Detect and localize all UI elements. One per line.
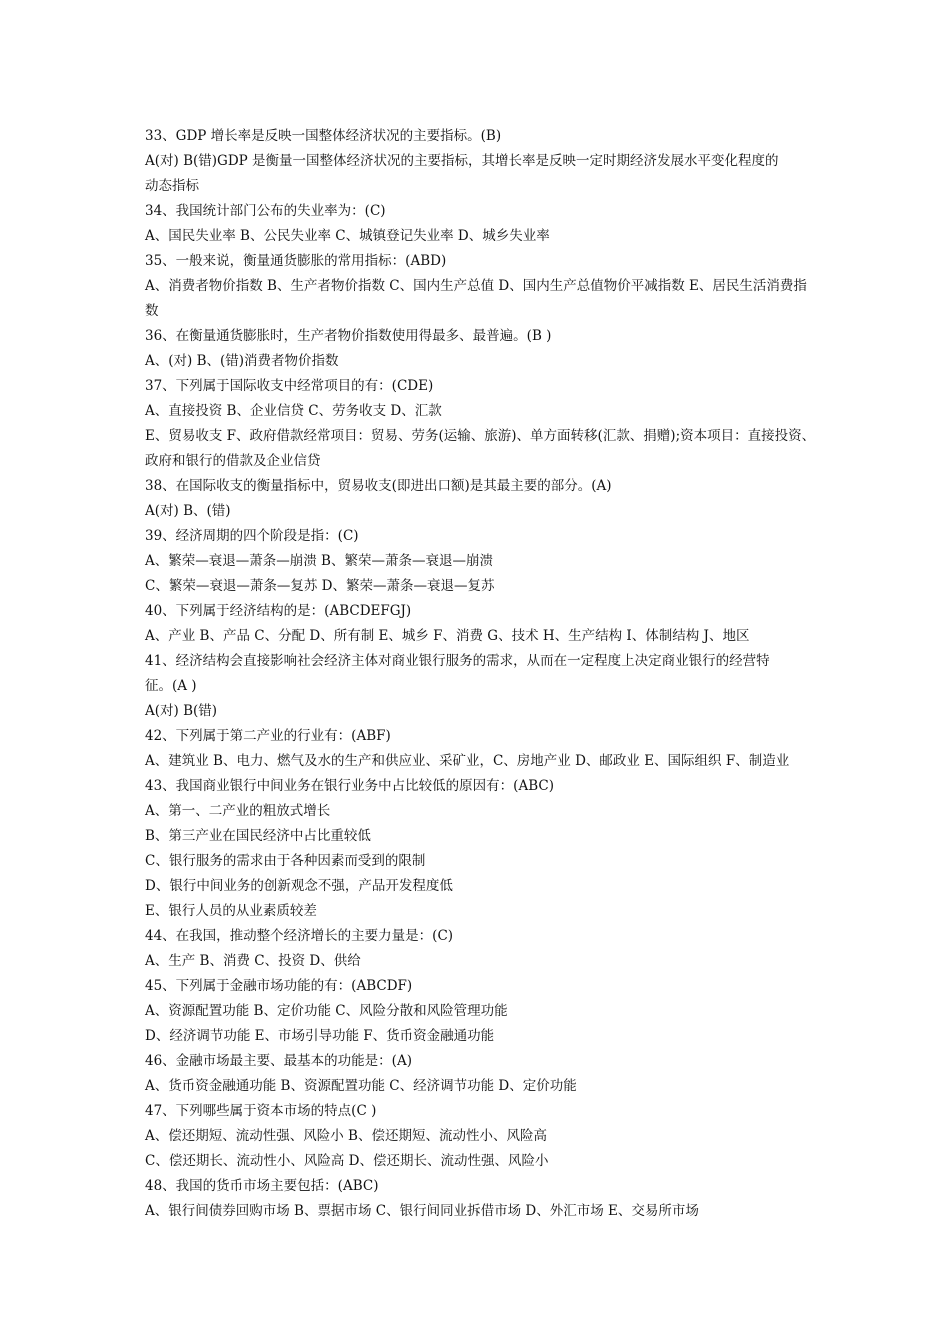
- text-line: 数: [145, 303, 159, 319]
- text-line: 40、下列属于经济结构的是：(ABCDEFGJ): [145, 603, 412, 619]
- text-line: 46、金融市场最主要、最基本的功能是：(A): [145, 1053, 412, 1069]
- text-line: 动态指标: [145, 178, 199, 194]
- text-line: C、繁荣—衰退—萧条—复苏 D、繁荣—萧条—衰退—复苏: [145, 578, 495, 594]
- text-line: A(对) B(错): [145, 703, 218, 719]
- text-line: 36、在衡量通货膨胀时，生产者物价指数使用得最多、最普遍。(B ): [145, 328, 552, 344]
- text-line: C、银行服务的需求由于各种因素而受到的限制: [145, 853, 426, 869]
- text-line: 43、我国商业银行中间业务在银行业务中占比较低的原因有：(ABC): [145, 778, 554, 794]
- text-line: A、生产 B、消费 C、投资 D、供给: [145, 953, 361, 969]
- text-line: A、直接投资 B、企业信贷 C、劳务收支 D、汇款: [145, 403, 442, 419]
- text-line: D、经济调节功能 E、市场引导功能 F、货币资金融通功能: [145, 1028, 495, 1044]
- text-line: A、消费者物价指数 B、生产者物价指数 C、国内生产总值 D、国内生产总值物价平减指数 E、居民生活消费指: [145, 278, 807, 294]
- text-line: A、第一、二产业的粗放式增长: [145, 803, 331, 819]
- text-line: 45、下列属于金融市场功能的有：(ABCDF): [145, 978, 413, 994]
- text-line: D、银行中间业务的创新观念不强，产品开发程度低: [145, 878, 453, 894]
- text-line: A、国民失业率 B、公民失业率 C、城镇登记失业率 D、城乡失业率: [145, 228, 550, 244]
- text-line: A、银行间债券回购市场 B、票据市场 C、银行间同业拆借市场 D、外汇市场 E、交易所市场: [145, 1203, 699, 1219]
- text-line: 38、在国际收支的衡量指标中，贸易收支(即进出口额)是其最主要的部分。(A): [145, 478, 612, 494]
- text-line: A、资源配置功能 B、定价功能 C、风险分散和风险管理功能: [145, 1003, 508, 1019]
- text-line: A、(对) B、(错)消费者物价指数: [145, 353, 339, 369]
- text-line: B、第三产业在国民经济中占比重较低: [145, 828, 371, 844]
- text-line: C、偿还期长、流动性小、风险高 D、偿还期长、流动性强、风险小: [145, 1153, 549, 1169]
- text-line: 48、我国的货币市场主要包括：(ABC): [145, 1178, 379, 1194]
- text-line: A、偿还期短、流动性强、风险小 B、偿还期短、流动性小、风险高: [145, 1128, 547, 1144]
- text-line: A、货币资金融通功能 B、资源配置功能 C、经济调节功能 D、定价功能: [145, 1078, 577, 1094]
- text-line: A(对) B(错)GDP 是衡量一国整体经济状况的主要指标，其增长率是反映一定时期经济发展水平变化程度的: [145, 153, 779, 169]
- text-line: 41、经济结构会直接影响社会经济主体对商业银行服务的需求，从而在一定程度上决定商业银行的经营特: [145, 653, 770, 669]
- text-line: 35、一般来说，衡量通货膨胀的常用指标：(ABD): [145, 253, 447, 269]
- text-line: 44、在我国，推动整个经济增长的主要力量是：(C): [145, 928, 454, 944]
- text-line: 37、下列属于国际收支中经常项目的有：(CDE): [145, 378, 434, 394]
- text-line: 34、我国统计部门公布的失业率为：(C): [145, 203, 386, 219]
- text-line: 33、GDP 增长率是反映一国整体经济状况的主要指标。(B): [145, 128, 502, 144]
- text-line: 39、经济周期的四个阶段是指：(C): [145, 528, 359, 544]
- text-line: 政府和银行的借款及企业信贷: [145, 453, 321, 469]
- document-body: [145, 124, 816, 1224]
- text-line: E、贸易收支 F、政府借款经常项目：贸易、劳务(运输、旅游)、单方面转移(汇款、捐赠);资本项目：直接投资、: [145, 428, 816, 444]
- text-line: A(对) B、(错): [145, 503, 231, 519]
- text-line: 42、下列属于第二产业的行业有：(ABF): [145, 728, 391, 744]
- text-line: 征。(A ): [145, 678, 197, 694]
- text-line: A、产业 B、产品 C、分配 D、所有制 E、城乡 F、消费 G、技术 H、生产结构 I、体制结构 J、地区: [145, 628, 750, 644]
- text-line: E、银行人员的从业素质较差: [145, 903, 317, 919]
- text-line: A、繁荣—衰退—萧条—崩溃 B、繁荣—萧条—衰退—崩溃: [145, 553, 493, 569]
- text-line: A、建筑业 B、电力、燃气及水的生产和供应业、采矿业，C、房地产业 D、邮政业 E、国际组织 F、制造业: [145, 753, 790, 769]
- text-line: 47、下列哪些属于资本市场的特点(C ): [145, 1103, 377, 1119]
